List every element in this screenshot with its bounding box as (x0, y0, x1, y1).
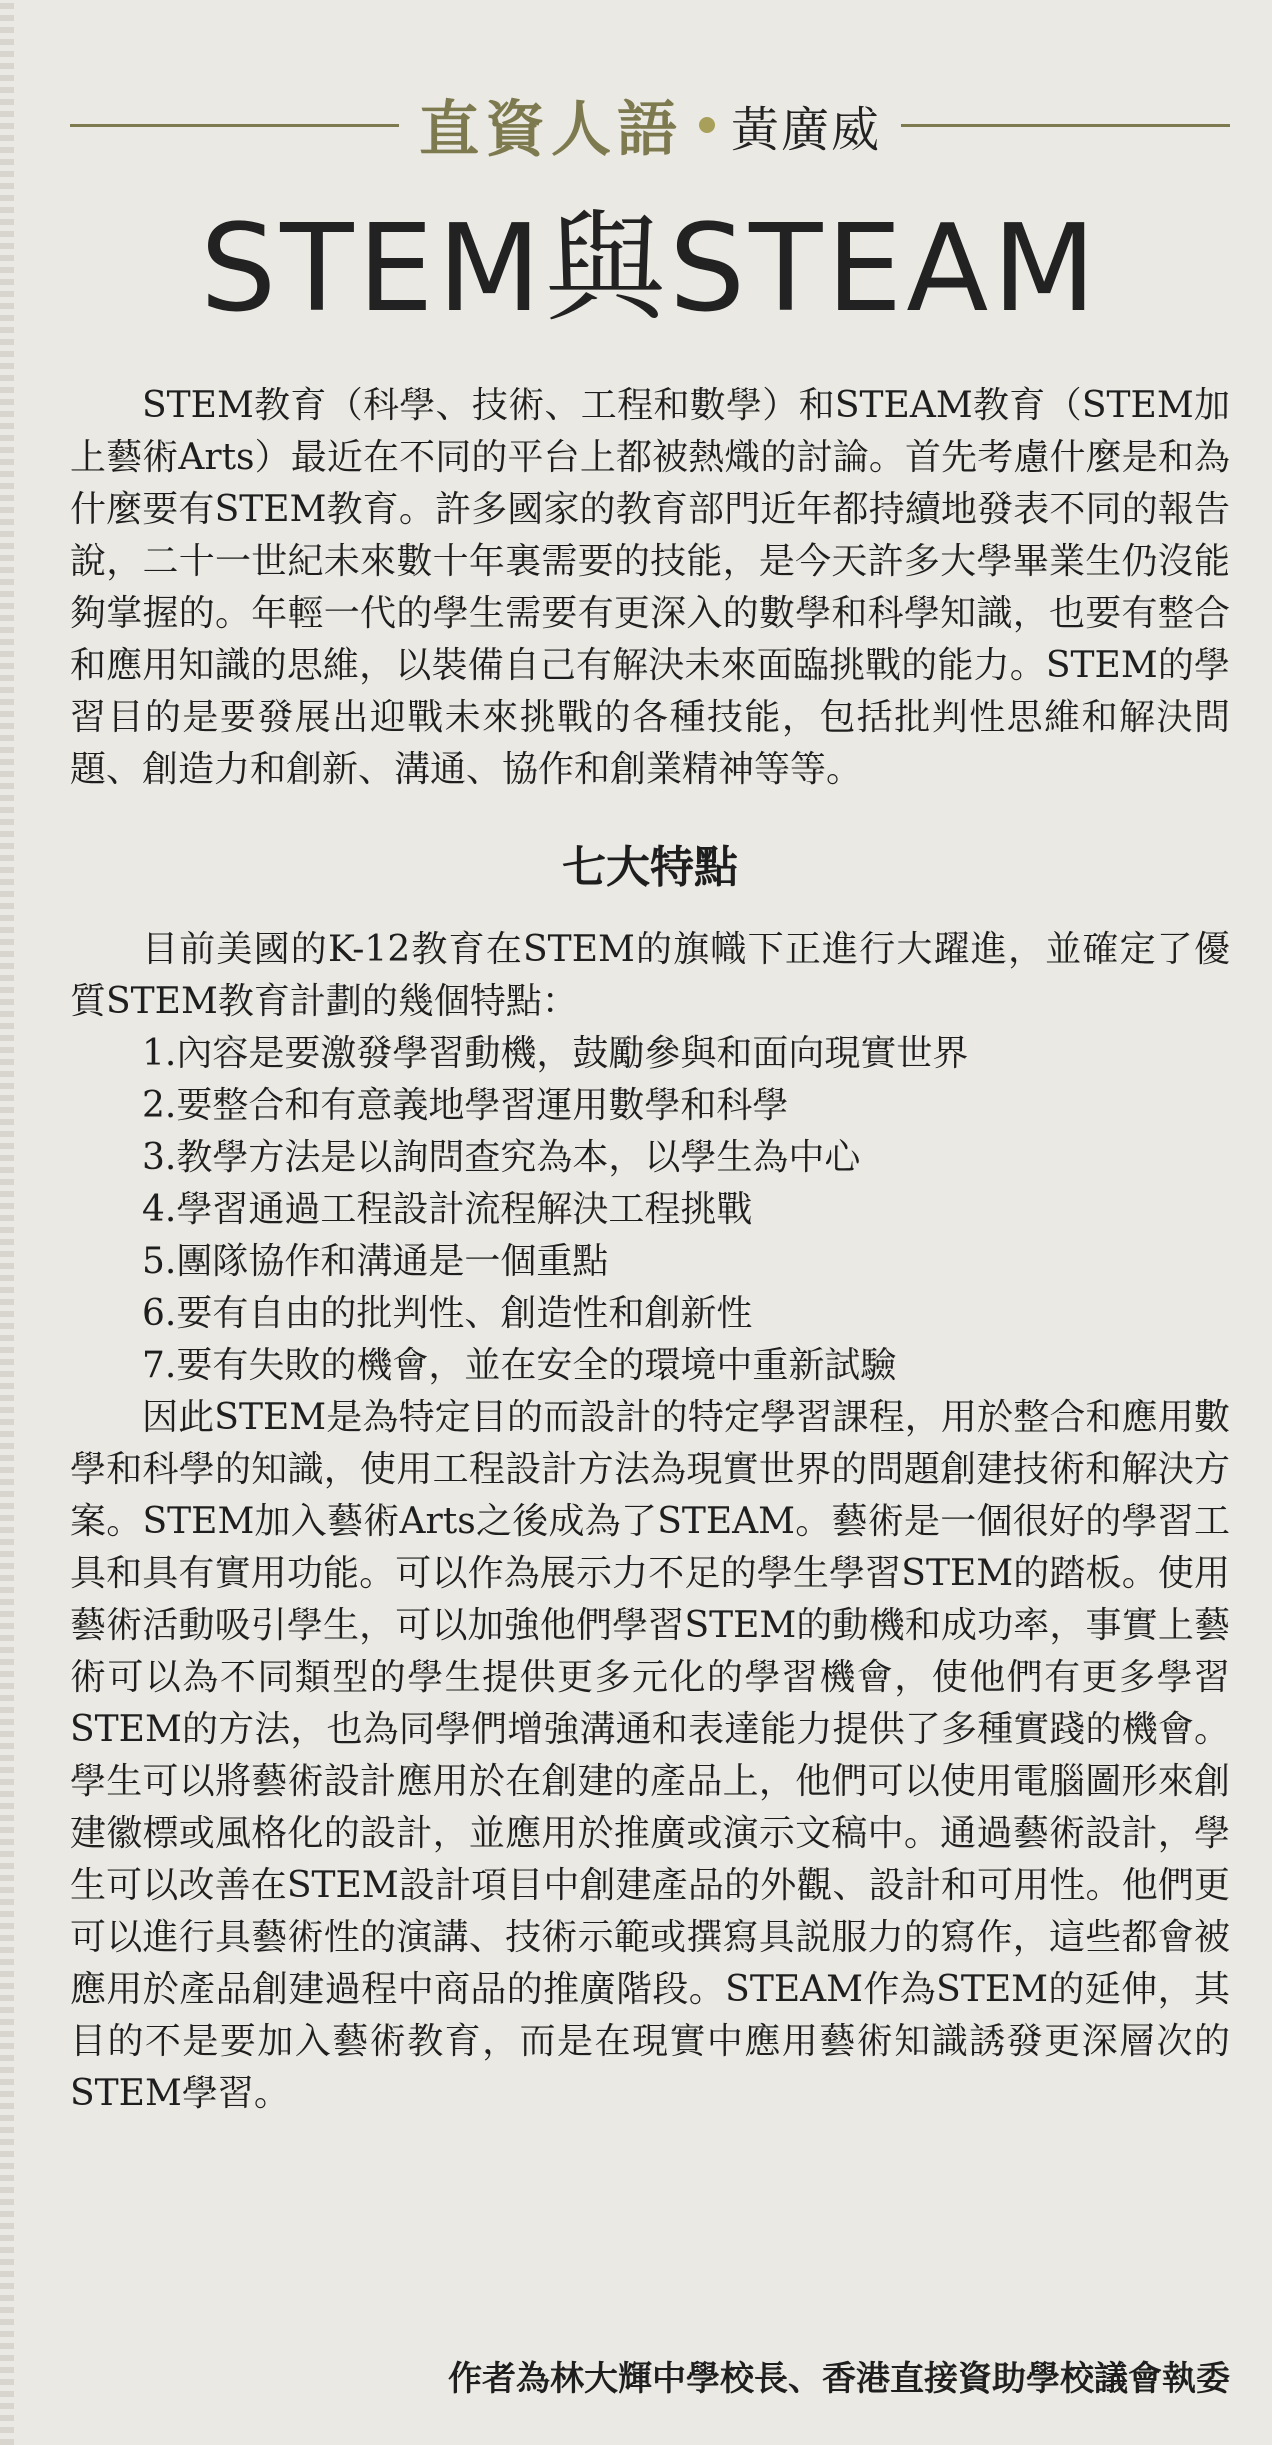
section-heading: 七大特點 (562, 842, 738, 893)
column-name: 直資人語 (419, 95, 683, 165)
intro-paragraph: STEM教育（科學、技術、工程和數學）和STEAM教育（STEM加上藝術Arts）最近在不同的平台上都被熱熾的討論。首先考慮什麼是和為什麼要有STEM教育。許多國家的教育部門近年都持續地發表不同的報告說，二十一世紀未來數十年裏需要的技能，是今天許多大學畢業生仍沒能夠掌握的。年輕一代的學生需要有更深入的數學和科學知識，也要有整合和應用知識的思維，以裝備自己有解決未來面臨挑戰的能力。STEM的學習目的是要發展出迎戰未來挑戰的各種技能，包括批判性思維和解決問題、創造力和創新、溝通、協作和創業精神等等。 (70, 385, 1230, 790)
feature-item-1: 1.內容是要激發學習動機，鼓勵參與和面向現實世界 (142, 1033, 969, 1074)
section-intro-paragraph: 目前美國的K-12教育在STEM的旗幟下正進行大躍進，並確定了優質STEM教育計劃的幾個特點： (70, 929, 1230, 1022)
header-rule-left (70, 124, 399, 127)
feature-list (70, 1028, 1230, 1392)
article-body (70, 380, 1230, 2120)
article-title: STEM與STEAM (200, 200, 1100, 339)
perforated-edge (0, 0, 14, 2445)
header-rule-right (901, 124, 1230, 127)
newspaper-column (70, 0, 1230, 2445)
feature-item-2: 2.要整合和有意義地學習運用數學和科學 (142, 1085, 789, 1126)
feature-item-6: 6.要有自由的批判性、創造性和創新性 (142, 1293, 753, 1334)
bullet-dot-icon (699, 117, 715, 133)
author-name: 黃廣威 (731, 101, 882, 158)
column-header (70, 70, 1230, 180)
feature-item-7: 7.要有失敗的機會，並在安全的環境中重新試驗 (142, 1345, 897, 1386)
author-byline: 作者為林大輝中學校長、香港直接資助學校議會執委 (448, 2359, 1230, 2399)
header-content (399, 82, 901, 168)
conclusion-paragraph: 因此STEM是為特定目的而設計的特定學習課程，用於整合和應用數學和科學的知識，使用工程設計方法為現實世界的問題創建技術和解決方案。STEM加入藝術Arts之後成為了STEAM。藝術是一個很好的學習工具和具有實用功能。可以作為展示力不足的學生學習STEM的踏板。使用藝術活動吸引學生，可以加強他們學習STEM的動機和成功率，事實上藝術可以為不同類型的學生提供更多元化的學習機會，使他們有更多學習STEM的方法，也為同學們增強溝通和表達能力提供了多種實踐的機會。學生可以將藝術設計應用於在創建的產品上，他們可以使用電腦圖形來創建徽標或風格化的設計，並應用於推廣或演示文稿中。通過藝術設計，學生可以改善在STEM設計項目中創建產品的外觀、設計和可用性。他們更可以進行具藝術性的演講、技術示範或撰寫具説服力的寫作，這些都會被應用於產品創建過程中商品的推廣階段。STEAM作為STEM的延伸，其目的不是要加入藝術教育，而是在現實中應用藝術知識誘發更深層次的STEM學習。 (70, 1397, 1230, 2114)
feature-item-5: 5.團隊協作和溝通是一個重點 (142, 1241, 609, 1282)
feature-item-3: 3.教學方法是以詢問查究為本，以學生為中心 (142, 1137, 861, 1178)
feature-item-4: 4.學習通過工程設計流程解決工程挑戰 (142, 1189, 753, 1230)
